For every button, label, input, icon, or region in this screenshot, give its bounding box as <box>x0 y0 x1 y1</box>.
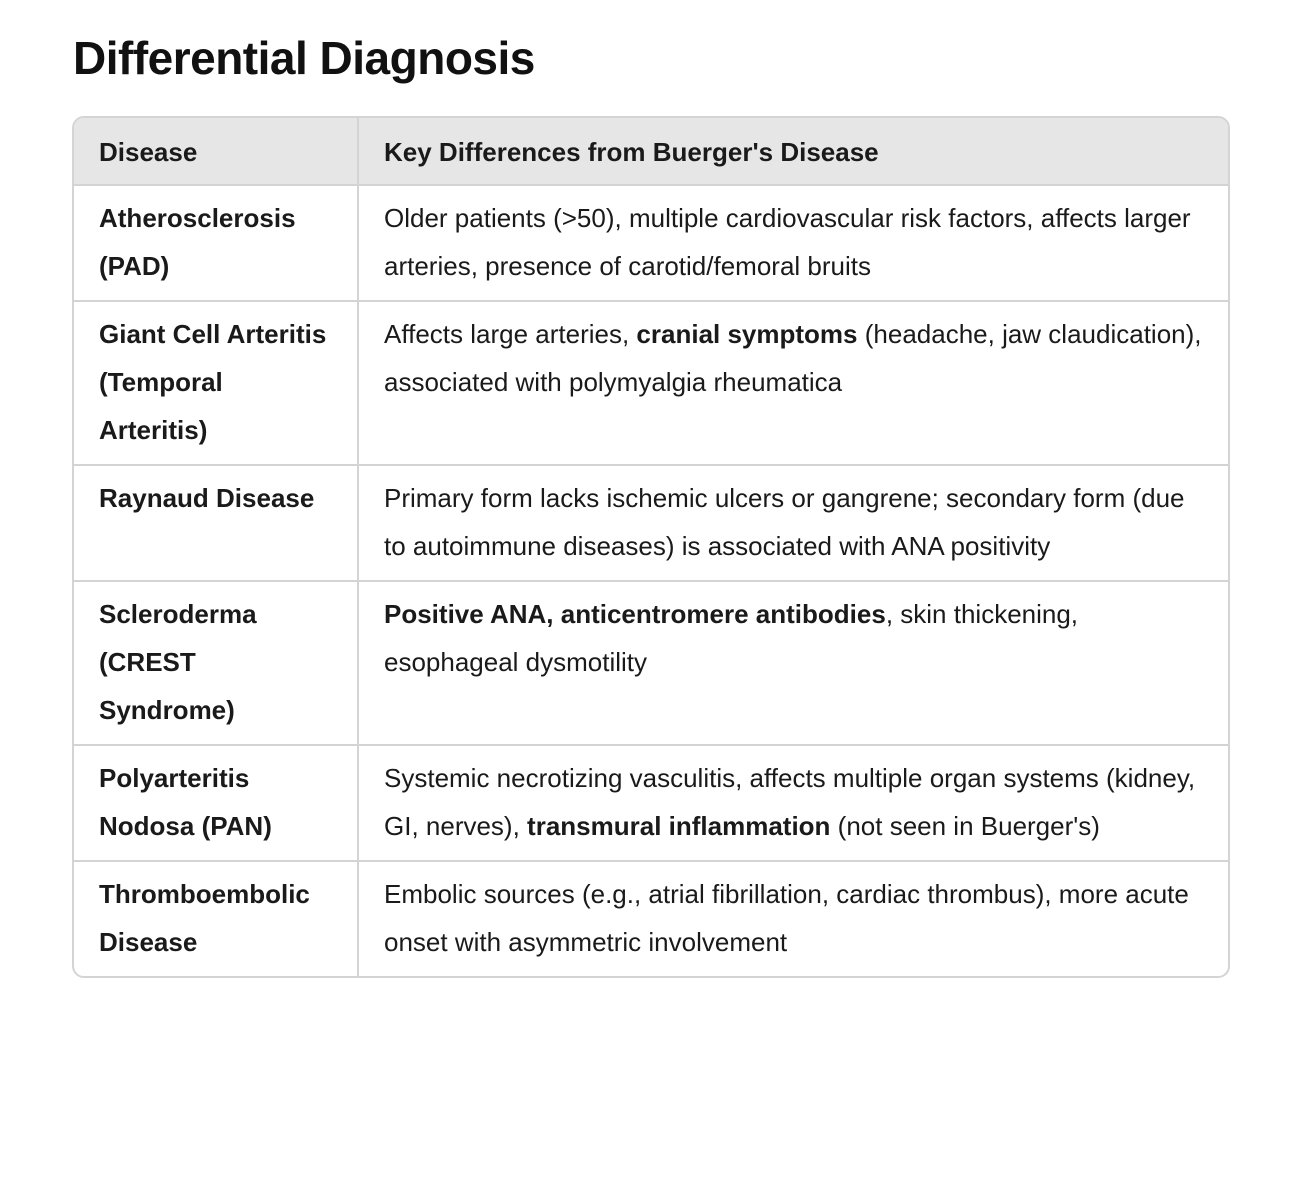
table-header-row <box>74 118 1228 185</box>
description-text: Older patients (>50), multiple cardiovascular risk factors, affects larger arteries, presence of carotid/femoral bruits <box>384 203 1191 281</box>
disease-cell: Scleroderma (CREST Syndrome) <box>74 581 358 745</box>
table-body <box>74 185 1228 976</box>
description-text: Systemic necrotizing vasculitis, affects multiple organ systems (kidney, GI, nerves), <box>384 763 1196 841</box>
disease-cell: Atherosclerosis (PAD) <box>99 203 296 281</box>
emphasized-text: cranial symptoms <box>636 319 858 349</box>
table-row <box>74 581 1228 745</box>
disease-cell: Polyarteritis Nodosa (PAN) <box>74 745 358 861</box>
key-differences-cell <box>358 465 1228 581</box>
differential-diagnosis-table <box>72 116 1230 978</box>
table-row <box>74 465 1228 581</box>
description-text: , skin thickening, esophageal dysmotility <box>384 599 1079 677</box>
table-row <box>74 861 1228 976</box>
emphasized-text: Positive ANA, anticentromere antibodies <box>384 599 886 629</box>
description-text: Affects large arteries, <box>384 319 637 349</box>
disease-cell: Giant Cell Arteritis (Temporal Arteritis) <box>74 301 358 465</box>
key-differences-cell <box>358 745 1228 861</box>
disease-cell: Raynaud Disease <box>74 465 358 581</box>
disease-cell: Thromboembolic Disease <box>74 861 358 976</box>
description-text: Embolic sources (e.g., atrial fibrillation, cardiac thrombus), more acute onset with asymmetric involvement <box>384 879 1189 957</box>
description-text: (headache, jaw claudication), associated with polymyalgia rheumatica <box>384 319 1202 397</box>
key-differences-cell <box>358 861 1228 976</box>
key-differences-cell <box>358 581 1228 745</box>
page-title: Differential Diagnosis <box>73 32 535 84</box>
table-row <box>74 185 1228 301</box>
key-differences-cell <box>358 185 1228 301</box>
emphasized-text: transmural inflammation <box>527 811 831 841</box>
table-row <box>74 745 1228 861</box>
column-header-key-differences: Key Differences from Buerger's Disease <box>358 118 1228 185</box>
table-row <box>74 301 1228 465</box>
column-header-disease: Disease <box>74 118 358 185</box>
description-text: Primary form lacks ischemic ulcers or gangrene; secondary form (due to autoimmune diseases) is associated with ANA positivity <box>384 483 1185 561</box>
description-text: (not seen in Buerger's) <box>830 811 1100 841</box>
key-differences-cell <box>358 301 1228 465</box>
